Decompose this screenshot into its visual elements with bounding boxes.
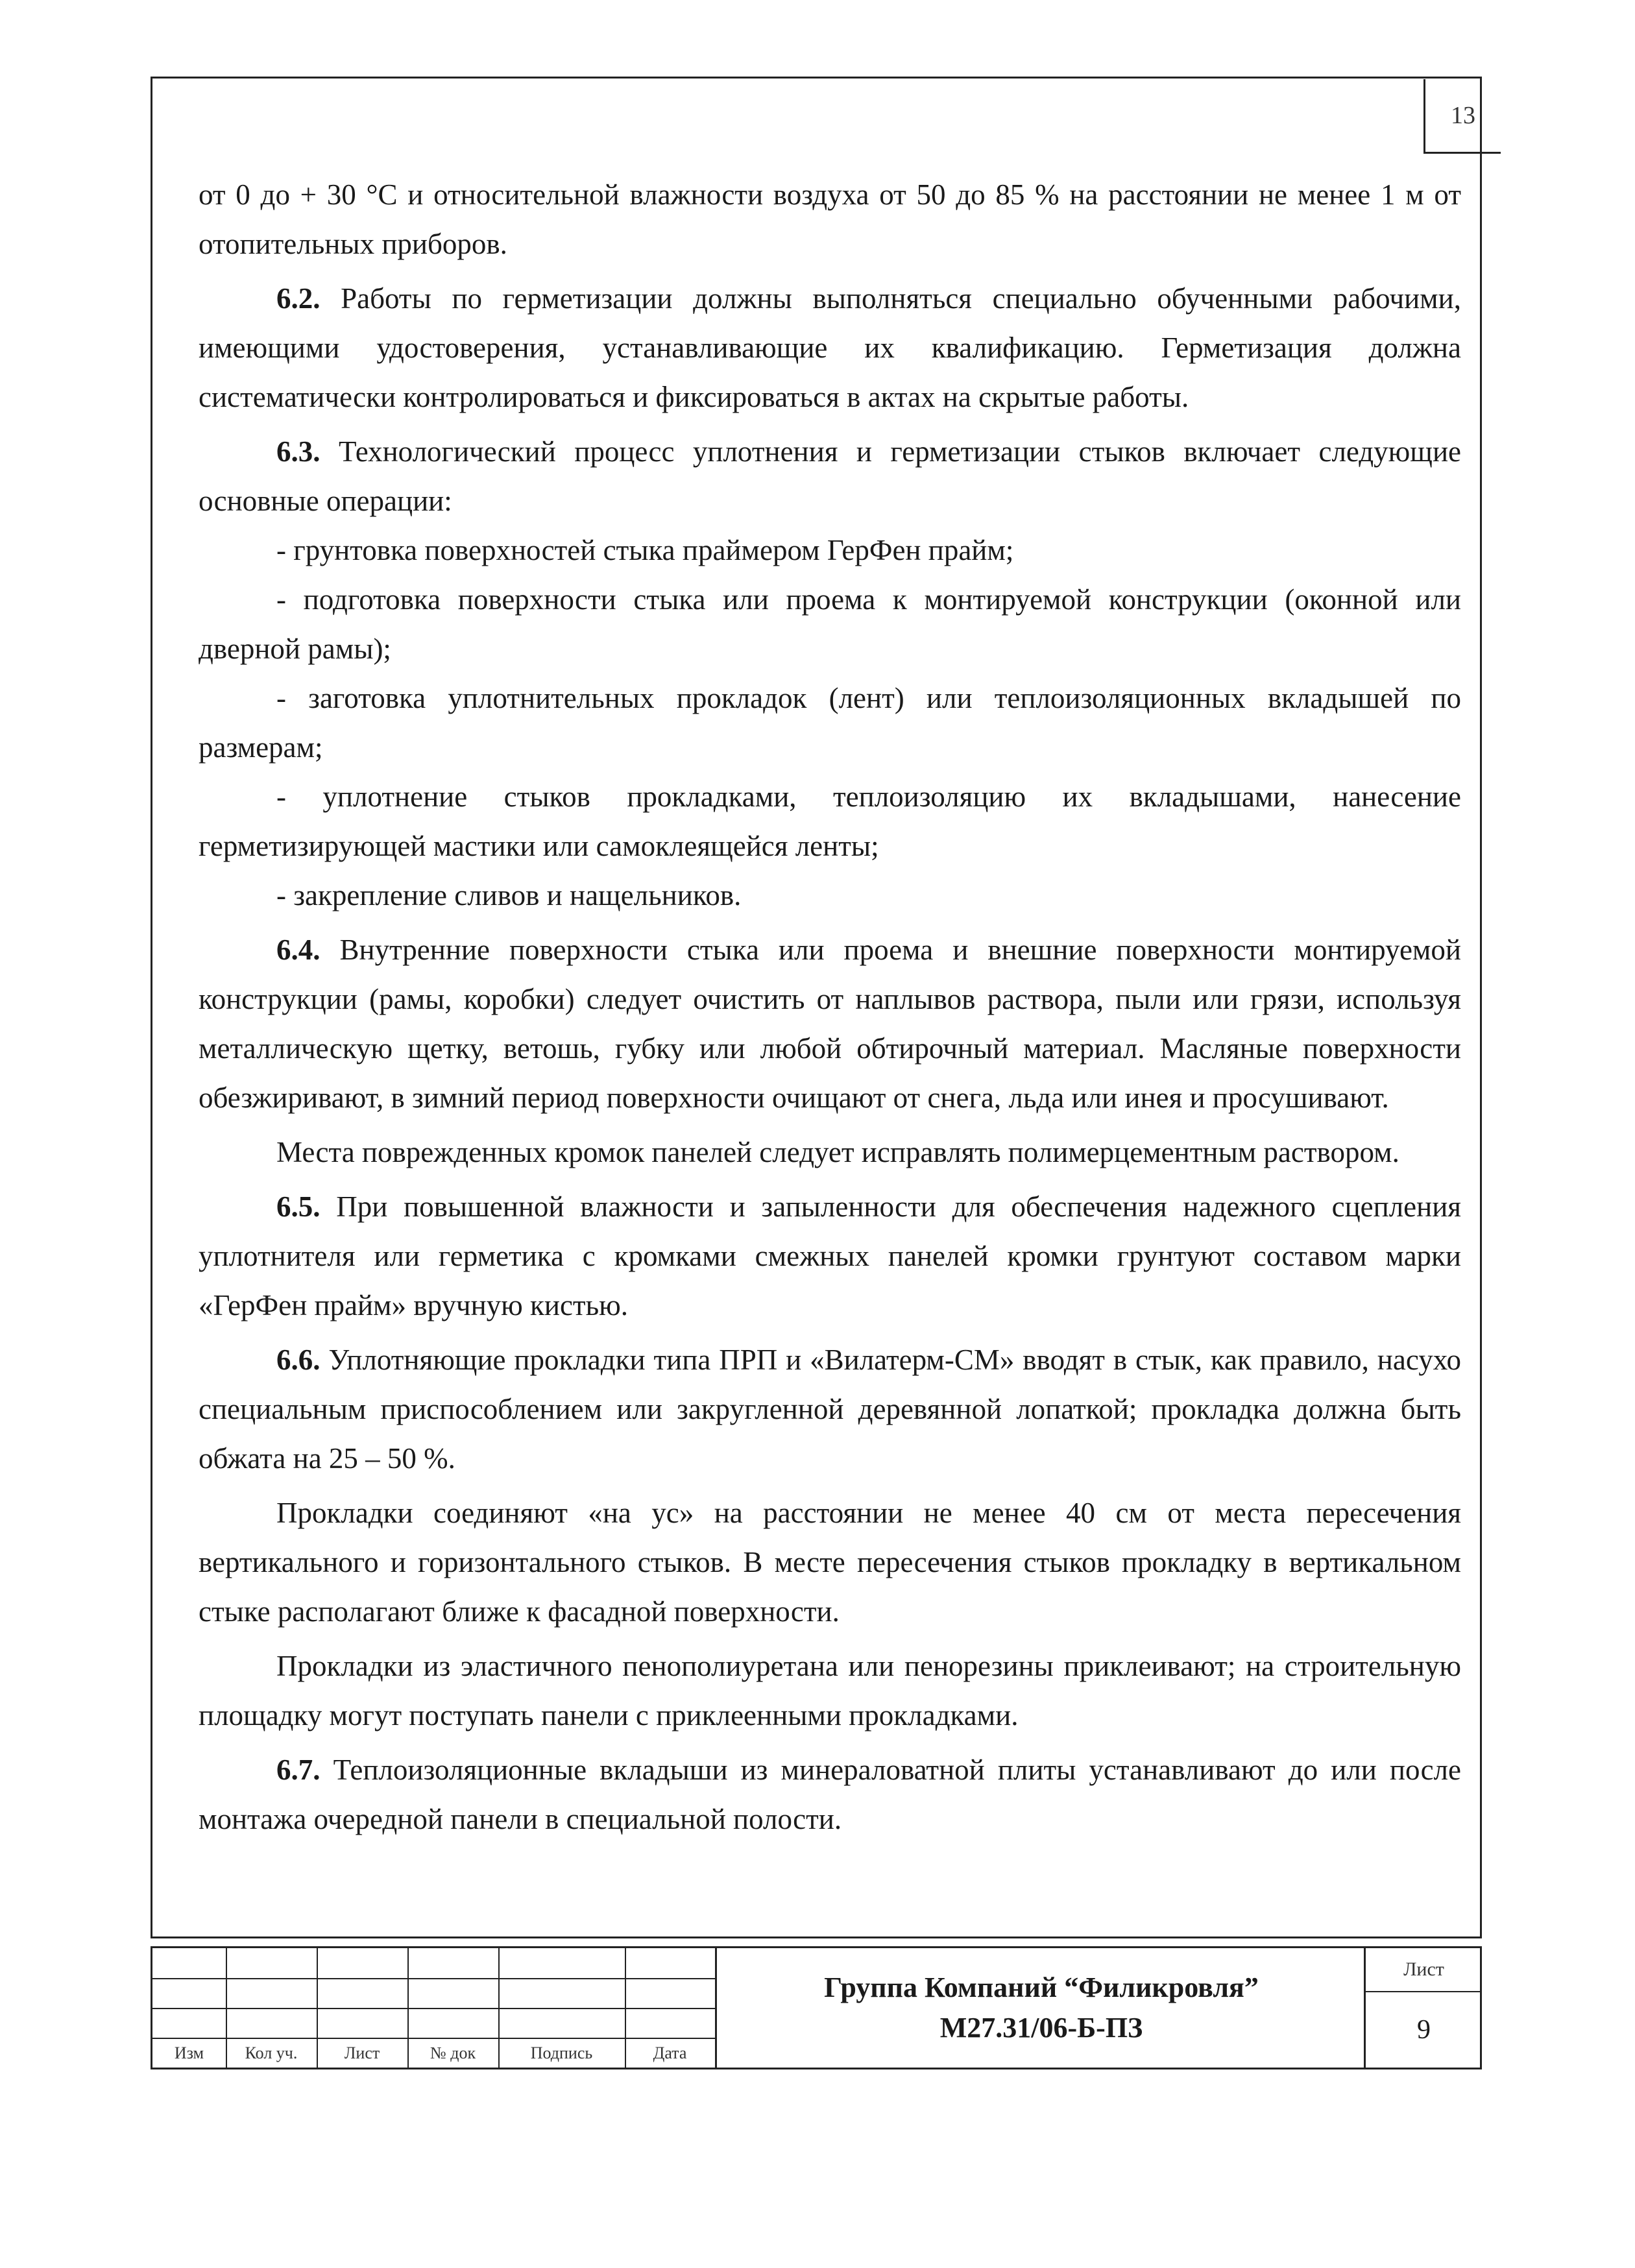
- paragraph-text: Места поврежденных кромок панелей следует исправлять полимерцементным раствором.: [276, 1136, 1399, 1168]
- paragraph: [199, 1182, 1461, 1330]
- list-item-text: - закрепление сливов и нащельников.: [276, 879, 742, 911]
- sheet-number: 9: [1417, 2015, 1431, 2045]
- paragraph-text: от 0 до + 30 °С и относительной влажности воздуха от 50 до 85 % на расстоянии не менее 1 м от отопительных приборов.: [199, 178, 1461, 260]
- paragraph-text: При повышенной влажности и запыленности для обеспечения надежного сцепления уплотнителя или герметика с кромками смежных панелей кромки грунтуют составом марки «ГерФен прайм» вручную кистью.: [199, 1190, 1461, 1321]
- column-label-izm: Изм: [174, 2044, 204, 2062]
- list-item: [199, 673, 1461, 772]
- paragraph-text: Уплотняющие прокладки типа ПРП и «Вилатерм-СМ» вводят в стык, как правило, насухо специальным приспособлением или закругленной деревянной лопаткой; прокладка должна быть обжата на 25 – 50 %.: [199, 1344, 1461, 1475]
- paragraph: [199, 925, 1461, 1122]
- list-item: [199, 525, 1461, 575]
- company-name: Группа Компаний “Филикровля”: [824, 1972, 1259, 2003]
- paragraph-text: Прокладки соединяют «на ус» на расстоянии не менее 40 см от места пересечения вертикального и горизонтального стыков. В месте пересечения стыков прокладку в вертикальном стыке располагают ближе к фасадной поверхности.: [199, 1497, 1461, 1628]
- sheet-label: Лист: [1366, 1948, 1482, 1992]
- paragraph-text: Технологический процесс уплотнения и герметизации стыков включает следующие основные операции:: [199, 435, 1461, 517]
- list-item: [199, 575, 1461, 673]
- section-number: 6.3.: [276, 435, 321, 468]
- paragraph: [199, 1128, 1461, 1177]
- paragraph: [199, 1745, 1461, 1844]
- paragraph: [199, 1488, 1461, 1636]
- paragraph: [199, 274, 1461, 422]
- section-number: 6.6.: [276, 1344, 321, 1376]
- revision-grid: [152, 1948, 715, 2068]
- section-number: 6.7.: [276, 1754, 321, 1786]
- document-code: М27.31/06-Б-ПЗ: [939, 2012, 1143, 2044]
- page-number-top: [1423, 79, 1501, 154]
- paragraph-text: Прокладки из эластичного пенополиуретана или пенорезины приклеивают; на строительную площадку могут поступать панели с приклеенными прокладками.: [199, 1650, 1461, 1731]
- section-number: 6.5.: [276, 1190, 321, 1223]
- paragraph: [199, 170, 1461, 269]
- list-item: [199, 871, 1461, 920]
- paragraph-text: Теплоизоляционные вкладыши из минераловатной плиты устанавливают до или после монтажа очередной панели в специальной полости.: [199, 1754, 1461, 1835]
- column-label-doc-no: № док: [430, 2044, 476, 2062]
- paragraph-text: Работы по герметизации должны выполняться специально обученными рабочими, имеющими удостоверения, устанавливающие их квалификацию. Герметизация должна систематически контролироваться и фиксироваться в актах на скрытые работы.: [199, 282, 1461, 413]
- column-label-kol-uch: Кол уч.: [245, 2044, 298, 2062]
- list-item-text: - заготовка уплотнительных прокладок (лент) или теплоизоляционных вкладышей по размерам;: [199, 682, 1461, 764]
- column-label-date: Дата: [653, 2044, 687, 2062]
- paragraph: [199, 1641, 1461, 1740]
- title-block: [151, 1946, 1482, 2069]
- page-number-top-value: 13: [1451, 102, 1475, 129]
- body-text: [199, 170, 1461, 1844]
- list-item-text: - уплотнение стыков прокладками, теплоизоляцию их вкладышами, нанесение герметизирующей мастики или самоклеящейся ленты;: [199, 780, 1461, 862]
- paragraph: [199, 427, 1461, 525]
- title-block-center: [715, 1948, 1366, 2068]
- grid-line: [152, 2008, 715, 2009]
- list-item-text: - подготовка поверхности стыка или проема к монтируемой конструкции (оконной или дверной рамы);: [199, 583, 1461, 665]
- column-label-signature: Подпись: [530, 2044, 593, 2062]
- grid-line: [152, 1978, 715, 1979]
- sheet-cell: [1364, 1948, 1482, 2068]
- column-label-list: Лист: [344, 2044, 380, 2062]
- section-number: 6.4.: [276, 934, 321, 966]
- list-item: [199, 772, 1461, 871]
- paragraph: [199, 1335, 1461, 1483]
- section-number: 6.2.: [276, 282, 321, 315]
- list-item-text: - грунтовка поверхностей стыка праймером ГерФен прайм;: [276, 534, 1014, 566]
- paragraph-text: Внутренние поверхности стыка или проема и внешние поверхности монтируемой конструкции (рамы, коробки) следует очистить от наплывов раствора, пыли или грязи, используя металлическую щетку, ветошь, губку или любой обтирочный материал. Масляные поверхности обезжиривают, в зимний период поверхности очищают от снега, льда или инея и просушивают.: [199, 934, 1461, 1114]
